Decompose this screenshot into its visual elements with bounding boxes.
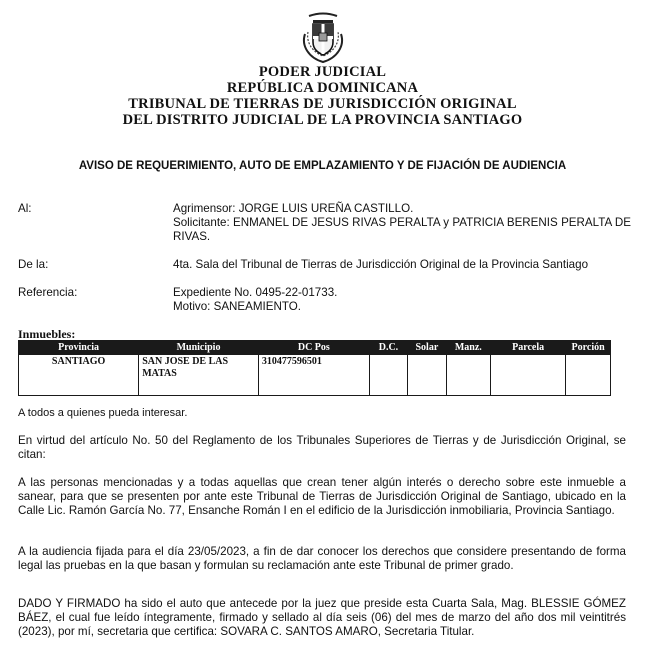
cell-manzana xyxy=(446,355,490,396)
paragraph-hearing: A la audiencia fijada para el día 23/05/2023, a fin de dar conocer los derechos que considere presentando de forma legal las pruebas en la que basan y formulan su reclamación ante este Tribunal de primer grado. xyxy=(18,545,626,572)
header-line-3: TRIBUNAL DE TIERRAS DE JURISDICCIÓN ORIGINAL xyxy=(128,96,517,112)
cell-municipio: SAN JOSE DE LAS MATAS xyxy=(139,355,259,396)
paragraph-citation: A las personas mencionadas y a todas aquellas que crean tener algún interés o derecho sobre este inmueble a sanear, para que se presenten por ante este Tribunal de Tierras de Jurisdicción Original de Santiago, ubicado en la Calle Lic. Ramón García No. 77, Ensanche Román I en el edificio de la Jurisdicción inmobiliaria, Provincia Santiago. xyxy=(18,476,626,517)
header-line-4: DEL DISTRITO JUDICIAL DE LA PROVINCIA SANTIAGO xyxy=(122,112,523,128)
cell-dc xyxy=(369,355,407,396)
inmuebles-label: Inmuebles: xyxy=(18,327,76,341)
document-title: AVISO DE REQUERIMIENTO, AUTO DE EMPLAZAMIENTO Y DE FIJACIÓN DE AUDIENCIA xyxy=(78,160,567,172)
header-line-2: REPÚBLICA DOMINICANA xyxy=(226,80,419,96)
cell-provincia: SANTIAGO xyxy=(19,355,139,396)
column-header-porcion: Porción xyxy=(566,341,611,355)
cell-porcion xyxy=(566,355,611,396)
column-header-dc: D.C. xyxy=(369,341,407,355)
column-header-provincia: Provincia xyxy=(19,341,139,355)
header-line-1: PODER JUDICIAL xyxy=(258,64,387,80)
column-header-dc-pos: DC Pos xyxy=(258,341,369,355)
field-referencia-motivo: Motivo: SANEAMIENTO. xyxy=(173,300,301,313)
paragraph-greeting: A todos a quienes pueda interesar. xyxy=(18,407,188,419)
field-al-surveyor: Agrimensor: JORGE LUIS UREÑA CASTILLO. xyxy=(173,202,414,215)
paragraph-signature: DADO Y FIRMADO ha sido el auto que antecede por la juez que preside esta Cuarta Sala, Mag. BLESSIE GÓMEZ BÁEZ, el cual fue leído íntegramente, firmado y sellado al día seis (06) del mes de marzo del año dos mil veintitrés (2023), por mí, secretaria que certifica: SOVARA C. SANTOS AMARO, Secretaria Titular. xyxy=(18,597,626,638)
column-header-solar: Solar xyxy=(408,341,446,355)
table-row xyxy=(19,355,611,396)
column-header-manzana: Manz. xyxy=(446,341,490,355)
cell-parcela xyxy=(491,355,566,396)
field-dela-value: 4ta. Sala del Tribunal de Tierras de Jurisdicción Original de la Provincia Santiago xyxy=(173,258,589,271)
cell-dc-pos: 310477596501 xyxy=(258,355,369,396)
field-referencia-expediente: Expediente No. 0495-22-01733. xyxy=(173,286,338,299)
property-table xyxy=(18,340,611,396)
column-header-municipio: Municipio xyxy=(139,341,259,355)
field-label-al: Al: xyxy=(18,202,32,215)
column-header-parcela: Parcela xyxy=(491,341,566,355)
table-header-row xyxy=(19,341,611,355)
coat-of-arms-seal-icon xyxy=(299,12,347,64)
field-al-applicant: Solicitante: ENMANEL DE JESUS RIVAS PERALTA y PATRICIA BERENIS PERALTA DE RIVAS. xyxy=(173,216,631,243)
field-label-dela: De la: xyxy=(18,258,49,271)
paragraph-article: En virtud del artículo No. 50 del Reglamento de los Tribunales Superiores de Tierras y de Jurisdicción Original, se citan: xyxy=(18,434,626,461)
cell-solar xyxy=(408,355,446,396)
field-label-referencia: Referencia: xyxy=(18,286,78,299)
